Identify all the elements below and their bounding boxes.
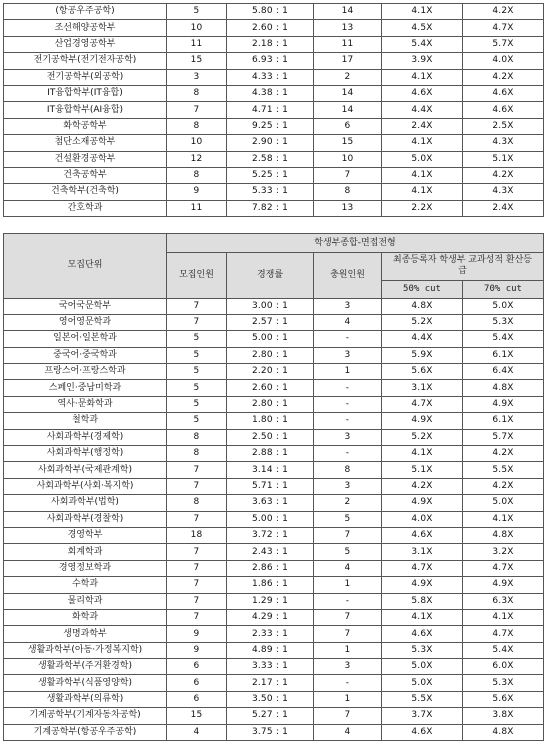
cell-cut50: 4.6X [382, 626, 463, 642]
cell-cut70: 2.4X [463, 200, 544, 216]
cell-ratio: 4.33 : 1 [227, 69, 314, 85]
cell-cut70: 4.3X [463, 135, 544, 151]
cell-cut50: 4.1X [382, 69, 463, 85]
cell-additional: 3 [314, 429, 382, 445]
header-cut50: 50% cut [382, 280, 463, 298]
cell-cut50: 4.1X [382, 446, 463, 462]
cell-additional: 1 [314, 577, 382, 593]
cell-quota: 10 [167, 20, 227, 36]
cell-additional: 11 [314, 36, 382, 52]
cell-unit: 화학과 [4, 609, 167, 625]
cell-cut50: 5.0X [382, 675, 463, 691]
cell-unit: 스페인·중남미학과 [4, 380, 167, 396]
cell-unit: 전기공학부(전기전자공학) [4, 53, 167, 69]
cell-unit: 사회과학부(경제학) [4, 429, 167, 445]
cell-unit: 역사·문화학과 [4, 396, 167, 412]
cell-cut50: 4.6X [382, 724, 463, 740]
table-row [4, 364, 544, 380]
cell-quota: 5 [167, 347, 227, 363]
table-row [4, 609, 544, 625]
cell-unit: 조선해양공학부 [4, 20, 167, 36]
cell-cut70: 5.1X [463, 151, 544, 167]
cell-additional: 14 [314, 4, 382, 20]
table-row [4, 200, 544, 216]
cell-cut70: 4.9X [463, 577, 544, 593]
cell-ratio: 2.60 : 1 [227, 380, 314, 396]
cell-unit: 국어국문학부 [4, 298, 167, 314]
cell-cut50: 5.4X [382, 36, 463, 52]
cell-cut70: 4.2X [463, 69, 544, 85]
cell-ratio: 2.18 : 1 [227, 36, 314, 52]
cell-cut70: 4.3X [463, 184, 544, 200]
cell-cut70: 4.7X [463, 626, 544, 642]
cell-cut50: 4.9X [382, 413, 463, 429]
cell-quota: 5 [167, 331, 227, 347]
cell-cut50: 5.1X [382, 462, 463, 478]
cell-quota: 9 [167, 184, 227, 200]
cell-ratio: 5.27 : 1 [227, 708, 314, 724]
cell-cut70: 4.1X [463, 609, 544, 625]
table-row [4, 527, 544, 543]
cell-unit: 사회과학부(경찰학) [4, 511, 167, 527]
cell-additional: 4 [314, 560, 382, 576]
cell-cut50: 2.4X [382, 118, 463, 134]
cell-additional: 4 [314, 314, 382, 330]
cell-quota: 7 [167, 511, 227, 527]
cell-cut50: 5.0X [382, 659, 463, 675]
cell-cut70: 4.7X [463, 20, 544, 36]
cell-cut70: 3.8X [463, 708, 544, 724]
cell-quota: 8 [167, 167, 227, 183]
cell-ratio: 2.88 : 1 [227, 446, 314, 462]
cell-quota: 5 [167, 380, 227, 396]
cell-unit: 프랑스어·프랑스학과 [4, 364, 167, 380]
table-row [4, 135, 544, 151]
cell-quota: 7 [167, 298, 227, 314]
cell-additional: 1 [314, 364, 382, 380]
cell-additional: 13 [314, 200, 382, 216]
cell-additional: 7 [314, 708, 382, 724]
table-row [4, 85, 544, 101]
cell-unit: IT융합학부(IT융합) [4, 85, 167, 101]
cell-ratio: 5.33 : 1 [227, 184, 314, 200]
cell-cut70: 5.4X [463, 331, 544, 347]
cell-quota: 10 [167, 135, 227, 151]
cell-unit: 영어영문학과 [4, 314, 167, 330]
cell-cut70: 4.8X [463, 527, 544, 543]
cell-cut70: 6.4X [463, 364, 544, 380]
cell-additional: 6 [314, 118, 382, 134]
cell-cut50: 5.5X [382, 691, 463, 707]
cell-cut50: 4.9X [382, 577, 463, 593]
cell-cut70: 5.3X [463, 314, 544, 330]
cell-unit: 철학과 [4, 413, 167, 429]
cell-ratio: 2.80 : 1 [227, 396, 314, 412]
cell-additional: 4 [314, 724, 382, 740]
cell-ratio: 2.58 : 1 [227, 151, 314, 167]
cell-additional: 5 [314, 511, 382, 527]
cell-unit: 화학공학부 [4, 118, 167, 134]
cell-ratio: 5.80 : 1 [227, 4, 314, 20]
cell-quota: 18 [167, 527, 227, 543]
cell-additional: 1 [314, 691, 382, 707]
cell-cut70: 4.1X [463, 511, 544, 527]
cell-cut50: 4.1X [382, 609, 463, 625]
cell-quota: 4 [167, 724, 227, 740]
cell-ratio: 3.75 : 1 [227, 724, 314, 740]
cell-cut70: 4.9X [463, 396, 544, 412]
cell-quota: 6 [167, 659, 227, 675]
cell-unit: (항공우주공학) [4, 4, 167, 20]
table-row [4, 544, 544, 560]
cell-cut50: 5.8X [382, 593, 463, 609]
cell-cut50: 4.1X [382, 167, 463, 183]
table-row [4, 53, 544, 69]
cell-additional: 2 [314, 69, 382, 85]
cell-unit: 생활과학부(의류학) [4, 691, 167, 707]
cell-unit: 사회과학부(행정학) [4, 446, 167, 462]
cell-additional: - [314, 593, 382, 609]
cell-cut70: 4.6X [463, 85, 544, 101]
cell-ratio: 2.33 : 1 [227, 626, 314, 642]
table-row [4, 20, 544, 36]
cell-ratio: 9.25 : 1 [227, 118, 314, 134]
cell-unit: 물리학과 [4, 593, 167, 609]
cell-additional: 2 [314, 495, 382, 511]
cell-ratio: 5.71 : 1 [227, 478, 314, 494]
cell-quota: 7 [167, 560, 227, 576]
cell-cut50: 3.1X [382, 544, 463, 560]
interview-track-results-table [3, 233, 544, 741]
cell-unit: 사회과학부(사회·복지학) [4, 478, 167, 494]
cell-cut70: 4.0X [463, 53, 544, 69]
cell-additional: 7 [314, 609, 382, 625]
cell-unit: 전기공학부(외공학) [4, 69, 167, 85]
cell-unit: 간호학과 [4, 200, 167, 216]
cell-cut70: 5.0X [463, 495, 544, 511]
cell-ratio: 4.71 : 1 [227, 102, 314, 118]
cell-cut70: 4.7X [463, 560, 544, 576]
cell-additional: 3 [314, 659, 382, 675]
cell-cut50: 5.2X [382, 314, 463, 330]
admission-results-table-continued [3, 3, 544, 217]
cell-quota: 9 [167, 642, 227, 658]
cell-quota: 7 [167, 609, 227, 625]
cell-quota: 5 [167, 396, 227, 412]
table-row [4, 413, 544, 429]
cell-unit: 사회과학부(법학) [4, 495, 167, 511]
cell-cut50: 4.9X [382, 495, 463, 511]
cell-ratio: 3.33 : 1 [227, 659, 314, 675]
cell-cut50: 5.3X [382, 642, 463, 658]
cell-cut50: 4.8X [382, 298, 463, 314]
cell-ratio: 3.14 : 1 [227, 462, 314, 478]
cell-additional: 7 [314, 167, 382, 183]
cell-cut50: 4.7X [382, 560, 463, 576]
cell-quota: 15 [167, 53, 227, 69]
cell-cut50: 2.2X [382, 200, 463, 216]
cell-quota: 6 [167, 675, 227, 691]
header-unit: 모집단위 [4, 234, 167, 299]
cell-additional: 8 [314, 184, 382, 200]
cell-cut70: 4.8X [463, 724, 544, 740]
cell-cut70: 5.5X [463, 462, 544, 478]
cell-ratio: 1.29 : 1 [227, 593, 314, 609]
table-row [4, 298, 544, 314]
cell-ratio: 2.80 : 1 [227, 347, 314, 363]
cell-cut50: 4.1X [382, 135, 463, 151]
cell-cut50: 4.6X [382, 85, 463, 101]
cell-cut50: 3.1X [382, 380, 463, 396]
header-cut70: 70% cut [463, 280, 544, 298]
table-row [4, 642, 544, 658]
cell-additional: - [314, 396, 382, 412]
table-row [4, 659, 544, 675]
cell-cut70: 6.1X [463, 413, 544, 429]
cell-unit: IT융합학부(AI융합) [4, 102, 167, 118]
cell-cut70: 6.0X [463, 659, 544, 675]
cell-cut70: 5.4X [463, 642, 544, 658]
cell-cut70: 5.7X [463, 429, 544, 445]
cell-quota: 5 [167, 413, 227, 429]
cell-cut70: 4.2X [463, 478, 544, 494]
cell-ratio: 4.29 : 1 [227, 609, 314, 625]
cell-cut50: 4.1X [382, 4, 463, 20]
cell-quota: 8 [167, 118, 227, 134]
cell-quota: 7 [167, 544, 227, 560]
table-header [4, 234, 544, 299]
cell-additional: 14 [314, 85, 382, 101]
cell-additional: 10 [314, 151, 382, 167]
header-grade: 최종등록자 학생부 교과성적 환산등급 [382, 253, 544, 281]
table-row [4, 675, 544, 691]
table-row [4, 560, 544, 576]
cell-unit: 건축학부(건축학) [4, 184, 167, 200]
cell-unit: 기계공학부(기계자동차공학) [4, 708, 167, 724]
cell-quota: 8 [167, 495, 227, 511]
cell-additional: 3 [314, 478, 382, 494]
table-row [4, 167, 544, 183]
cell-quota: 7 [167, 478, 227, 494]
cell-ratio: 2.17 : 1 [227, 675, 314, 691]
cell-quota: 7 [167, 577, 227, 593]
cell-additional: 8 [314, 462, 382, 478]
cell-additional: 14 [314, 102, 382, 118]
cell-ratio: 5.00 : 1 [227, 331, 314, 347]
cell-additional: 1 [314, 642, 382, 658]
cell-unit: 경영학부 [4, 527, 167, 543]
cell-cut70: 4.8X [463, 380, 544, 396]
cell-ratio: 5.25 : 1 [227, 167, 314, 183]
cell-quota: 11 [167, 36, 227, 52]
cell-unit: 건축공학부 [4, 167, 167, 183]
cell-additional: 13 [314, 20, 382, 36]
cell-unit: 수학과 [4, 577, 167, 593]
cell-cut50: 4.1X [382, 184, 463, 200]
cell-quota: 3 [167, 69, 227, 85]
cell-quota: 15 [167, 708, 227, 724]
cell-cut50: 4.0X [382, 511, 463, 527]
table-row [4, 151, 544, 167]
cell-quota: 5 [167, 364, 227, 380]
cell-quota: 8 [167, 85, 227, 101]
cell-ratio: 4.38 : 1 [227, 85, 314, 101]
cell-ratio: 5.00 : 1 [227, 511, 314, 527]
cell-unit: 생활과학부(주거환경학) [4, 659, 167, 675]
table-row [4, 495, 544, 511]
cell-cut70: 5.7X [463, 36, 544, 52]
cell-cut50: 5.0X [382, 151, 463, 167]
cell-quota: 5 [167, 4, 227, 20]
cell-ratio: 2.86 : 1 [227, 560, 314, 576]
table-row [4, 462, 544, 478]
cell-cut50: 4.4X [382, 102, 463, 118]
cell-unit: 회계학과 [4, 544, 167, 560]
cell-cut70: 6.1X [463, 347, 544, 363]
cell-cut50: 3.9X [382, 53, 463, 69]
table-row [4, 724, 544, 740]
table-row [4, 4, 544, 20]
cell-quota: 7 [167, 593, 227, 609]
table-row [4, 478, 544, 494]
cell-unit: 건설환경공학부 [4, 151, 167, 167]
table-row [4, 36, 544, 52]
cell-ratio: 3.63 : 1 [227, 495, 314, 511]
cell-unit: 사회과학부(국제관계학) [4, 462, 167, 478]
header-quota: 모집인원 [167, 253, 227, 299]
cell-cut70: 5.0X [463, 298, 544, 314]
table-body [4, 4, 544, 217]
table-row [4, 69, 544, 85]
cell-ratio: 2.20 : 1 [227, 364, 314, 380]
cell-cut50: 4.6X [382, 527, 463, 543]
table-row [4, 184, 544, 200]
cell-ratio: 3.50 : 1 [227, 691, 314, 707]
cell-ratio: 3.72 : 1 [227, 527, 314, 543]
cell-additional: - [314, 380, 382, 396]
cell-quota: 12 [167, 151, 227, 167]
table-body [4, 298, 544, 741]
cell-unit: 첨단소재공학부 [4, 135, 167, 151]
cell-ratio: 2.60 : 1 [227, 20, 314, 36]
cell-cut50: 4.7X [382, 396, 463, 412]
header-ratio: 경쟁률 [227, 253, 314, 299]
cell-quota: 11 [167, 200, 227, 216]
cell-quota: 6 [167, 691, 227, 707]
cell-cut70: 2.5X [463, 118, 544, 134]
cell-unit: 중국어·중국학과 [4, 347, 167, 363]
table-row [4, 446, 544, 462]
cell-ratio: 1.86 : 1 [227, 577, 314, 593]
cell-additional: - [314, 675, 382, 691]
cell-ratio: 2.57 : 1 [227, 314, 314, 330]
cell-quota: 8 [167, 429, 227, 445]
cell-additional: 3 [314, 347, 382, 363]
cell-additional: 3 [314, 298, 382, 314]
cell-cut50: 4.4X [382, 331, 463, 347]
cell-cut70: 4.2X [463, 446, 544, 462]
cell-additional: - [314, 331, 382, 347]
cell-quota: 7 [167, 102, 227, 118]
cell-ratio: 6.93 : 1 [227, 53, 314, 69]
header-track: 학생부종합-면접전형 [167, 234, 544, 253]
cell-additional: 7 [314, 527, 382, 543]
table-row [4, 626, 544, 642]
cell-quota: 7 [167, 462, 227, 478]
table-row [4, 593, 544, 609]
table-row [4, 347, 544, 363]
cell-cut50: 4.2X [382, 478, 463, 494]
cell-cut50: 3.7X [382, 708, 463, 724]
cell-cut50: 5.2X [382, 429, 463, 445]
table-row [4, 429, 544, 445]
cell-ratio: 2.43 : 1 [227, 544, 314, 560]
cell-cut50: 4.5X [382, 20, 463, 36]
cell-cut50: 5.6X [382, 364, 463, 380]
cell-ratio: 7.82 : 1 [227, 200, 314, 216]
cell-cut70: 5.3X [463, 675, 544, 691]
table-row [4, 314, 544, 330]
cell-unit: 경영정보학과 [4, 560, 167, 576]
table-row [4, 511, 544, 527]
cell-additional: - [314, 413, 382, 429]
table-row [4, 396, 544, 412]
cell-cut70: 6.3X [463, 593, 544, 609]
cell-unit: 생명과학부 [4, 626, 167, 642]
cell-unit: 생활과학부(식품영양학) [4, 675, 167, 691]
cell-ratio: 3.00 : 1 [227, 298, 314, 314]
cell-unit: 기계공학부(항공우주공학) [4, 724, 167, 740]
table-row [4, 118, 544, 134]
cell-ratio: 1.80 : 1 [227, 413, 314, 429]
table-row [4, 331, 544, 347]
cell-unit: 산업경영공학부 [4, 36, 167, 52]
cell-unit: 생활과학부(아동·가정복지학) [4, 642, 167, 658]
table-row [4, 380, 544, 396]
cell-additional: 15 [314, 135, 382, 151]
cell-quota: 9 [167, 626, 227, 642]
cell-quota: 8 [167, 446, 227, 462]
cell-cut70: 5.6X [463, 691, 544, 707]
table-row [4, 102, 544, 118]
cell-cut70: 4.6X [463, 102, 544, 118]
cell-quota: 7 [167, 314, 227, 330]
table-row [4, 691, 544, 707]
cell-unit: 일본어·일본학과 [4, 331, 167, 347]
header-additional: 충원인원 [314, 253, 382, 299]
table-row [4, 708, 544, 724]
cell-ratio: 2.90 : 1 [227, 135, 314, 151]
cell-additional: 17 [314, 53, 382, 69]
cell-cut70: 4.2X [463, 167, 544, 183]
table-row [4, 577, 544, 593]
cell-additional: 5 [314, 544, 382, 560]
cell-cut50: 5.9X [382, 347, 463, 363]
cell-ratio: 2.50 : 1 [227, 429, 314, 445]
cell-cut70: 4.2X [463, 4, 544, 20]
cell-cut70: 3.2X [463, 544, 544, 560]
cell-ratio: 4.89 : 1 [227, 642, 314, 658]
cell-additional: 7 [314, 626, 382, 642]
cell-additional: - [314, 446, 382, 462]
